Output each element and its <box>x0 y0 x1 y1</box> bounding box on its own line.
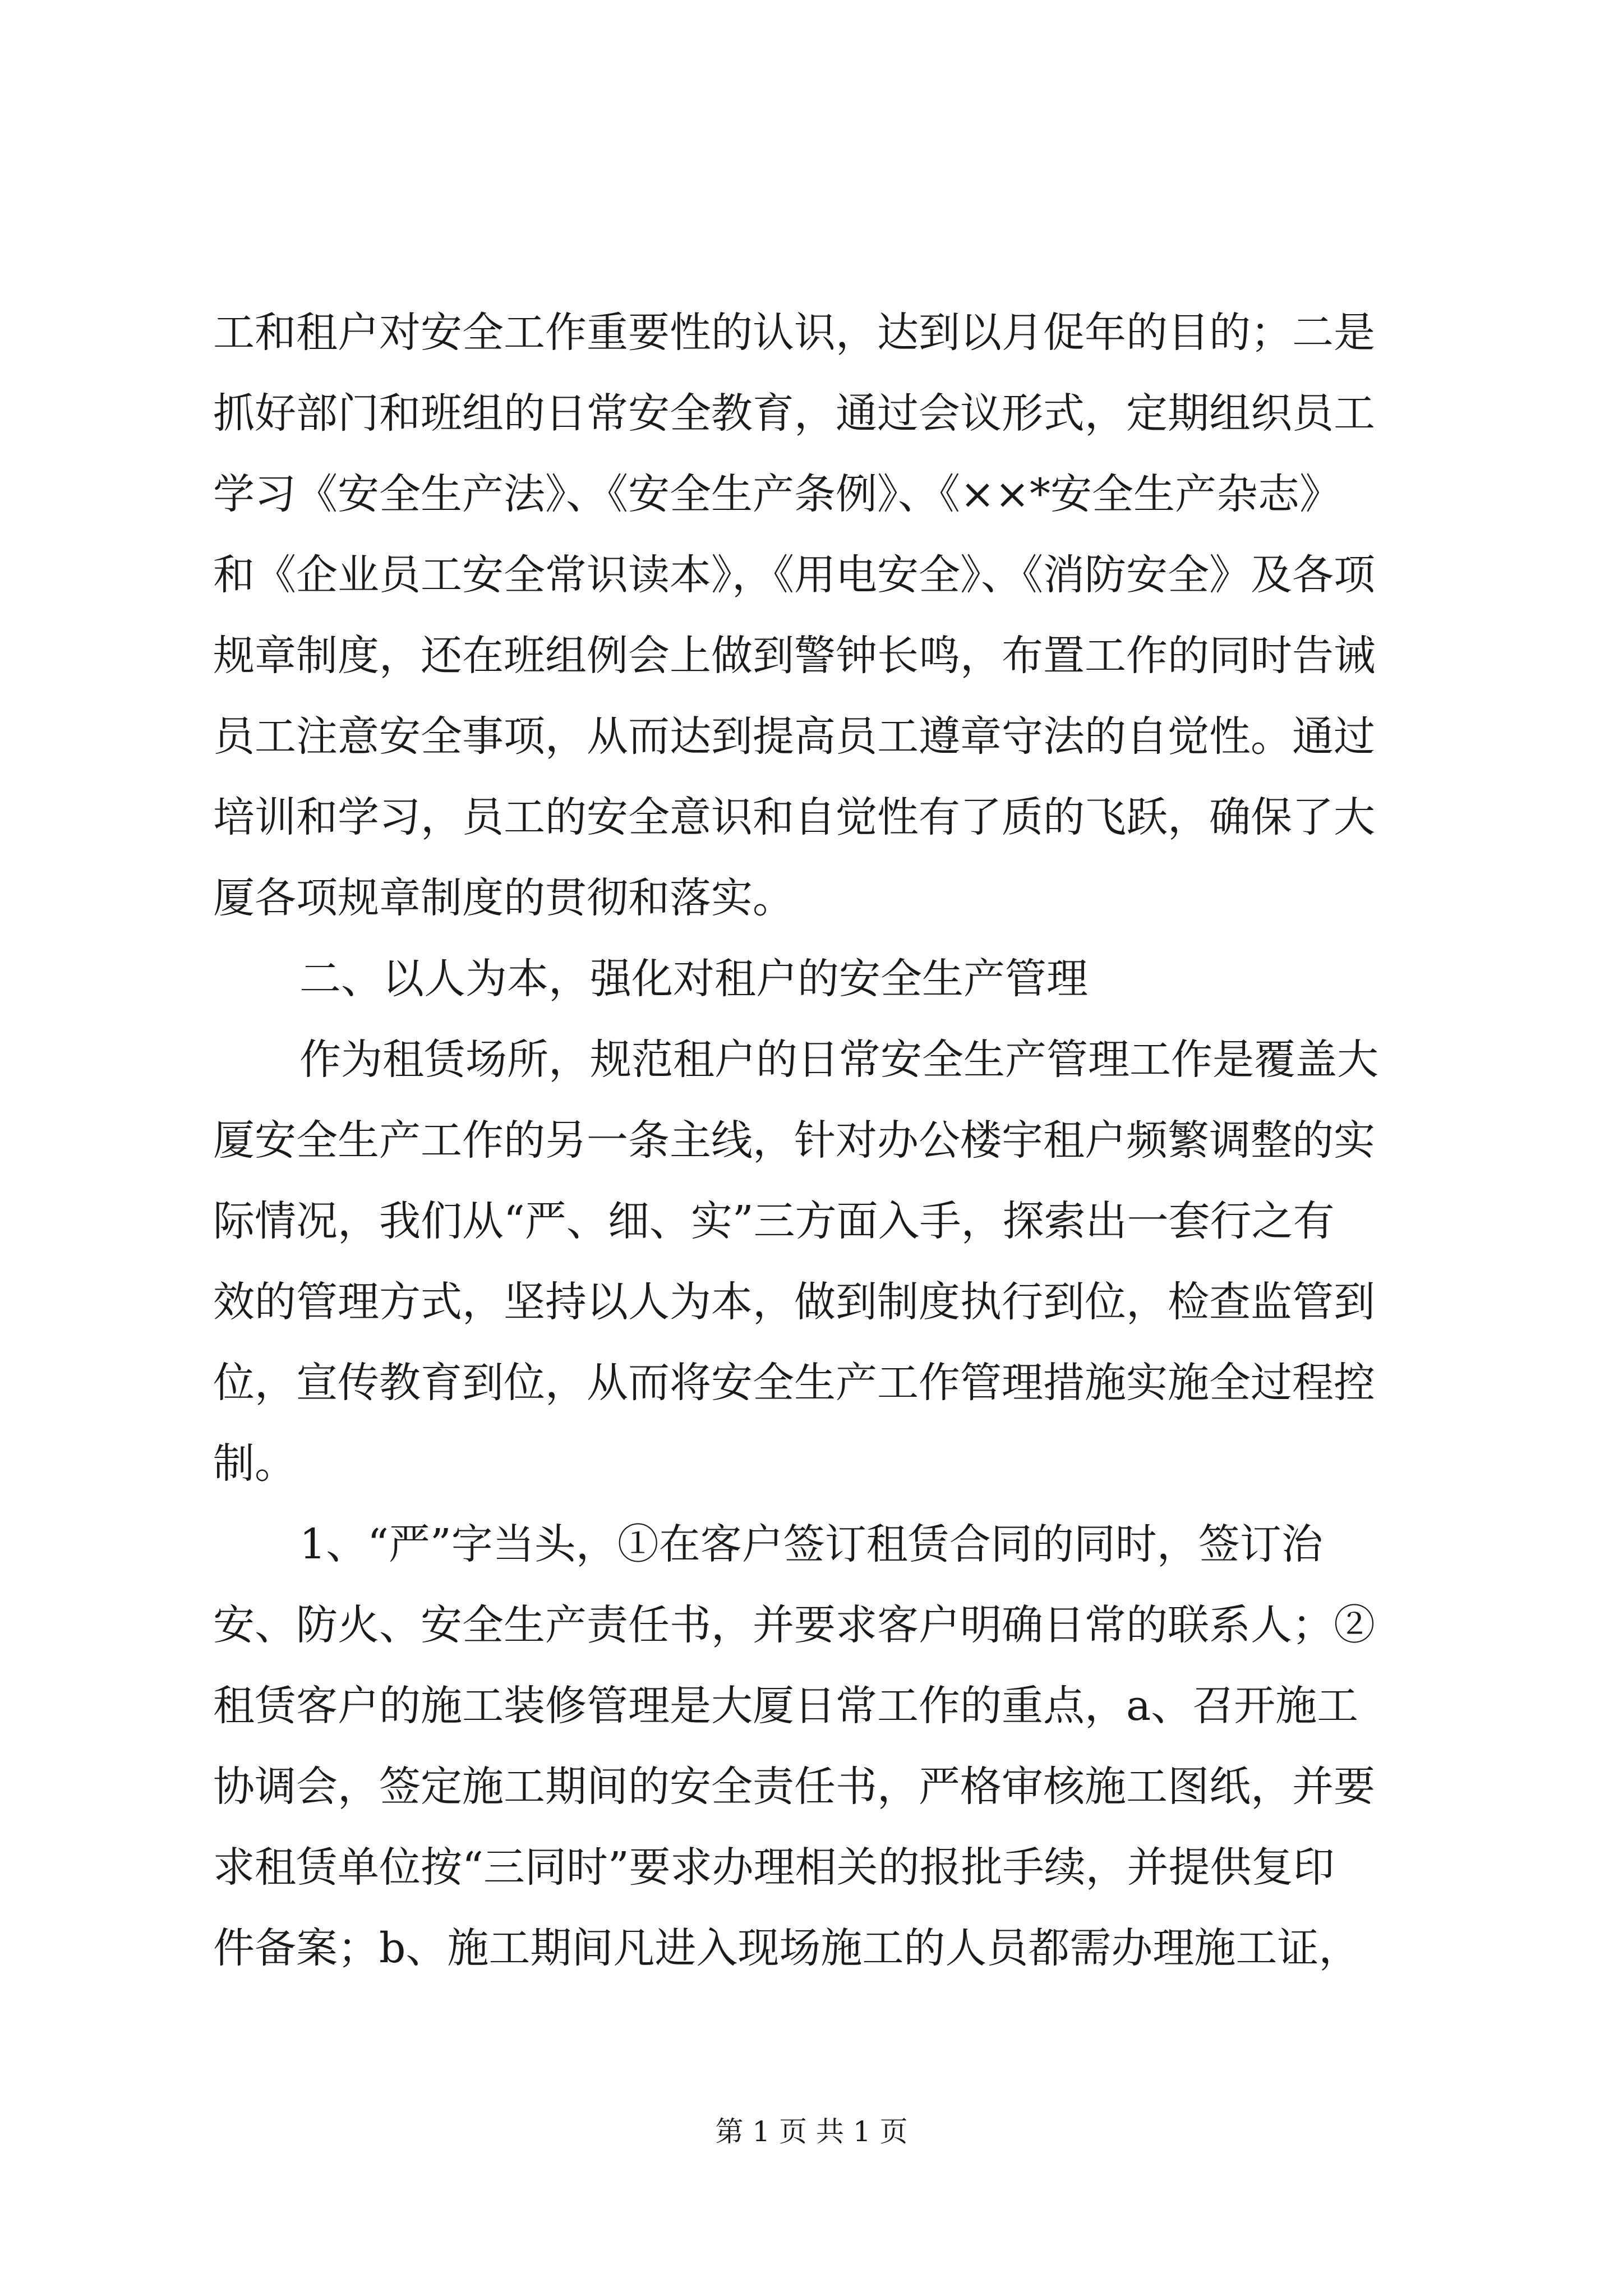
body-line: 厦安全生产工作的另一条主线，针对办公楼宇租户频繁调整的实 <box>213 1116 1375 1165</box>
body-line: 1、“严”字当头，①在客户签订租赁合同的同时，签订治 <box>299 1520 1323 1568</box>
body-line: 作为租赁场所，规范租户的日常安全生产管理工作是覆盖大 <box>299 1036 1378 1084</box>
body-line: 抓好部门和班组的日常安全教育，通过会议形式，定期组织员工 <box>213 389 1375 438</box>
body-line: 效的管理方式，坚持以人为本，做到制度执行到位，检查监管到 <box>213 1278 1375 1326</box>
section-heading: 二、以人为本，强化对租户的安全生产管理 <box>299 955 1088 1003</box>
body-line: 规章制度，还在班组例会上做到警钟长鸣，布置工作的同时告诫 <box>213 632 1375 680</box>
body-line: 工和租户对安全工作重要性的认识，达到以月促年的目的；二是 <box>213 309 1375 357</box>
body-line: 位，宣传教育到位，从而将安全生产工作管理措施实施全过程控 <box>213 1359 1375 1407</box>
body-line: 培训和学习，员工的安全意识和自觉性有了质的飞跃，确保了大 <box>213 793 1375 841</box>
body-line: 员工注意安全事项，从而达到提高员工遵章守法的自觉性。通过 <box>213 712 1375 761</box>
body-line: 际情况，我们从“严、细、实”三方面入手，探索出一套行之有 <box>213 1197 1335 1245</box>
body-line: 协调会，签定施工期间的安全责任书，严格审核施工图纸，并要 <box>213 1763 1375 1811</box>
body-line: 学习《安全生产法》、《安全生产条例》、《××*安全生产杂志》 <box>213 470 1341 518</box>
body-line: 租赁客户的施工装修管理是大厦日常工作的重点，a、召开施工 <box>213 1682 1359 1730</box>
body-line: 制。 <box>213 1439 296 1488</box>
body-line: 和《企业员工安全常识读本》，《用电安全》、《消防安全》及各项 <box>213 551 1375 599</box>
body-line: 件备案；b、施工期间凡进入现场施工的人员都需办理施工证， <box>213 1924 1361 1972</box>
page-footer: 第 1 页 共 1 页 <box>715 2115 908 2148</box>
body-line: 求租赁单位按“三同时”要求办理相关的报批手续，并提供复印 <box>213 1843 1335 1892</box>
body-line: 厦各项规章制度的贯彻和落实。 <box>213 874 794 922</box>
body-line: 安、防火、安全生产责任书，并要求客户明确日常的联系人；② <box>213 1601 1375 1649</box>
